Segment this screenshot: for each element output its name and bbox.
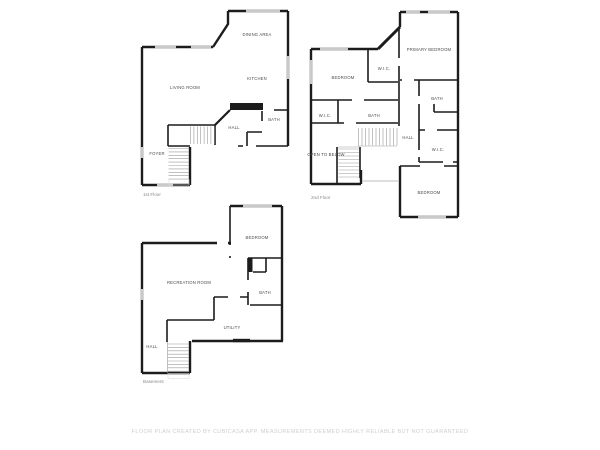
room-label-utility: UTILITY <box>223 324 241 330</box>
basement-windows <box>142 206 272 300</box>
kitchen-counter-wall <box>230 103 263 110</box>
room-label-living-room: LIVING ROOM <box>170 84 200 90</box>
room-label-hall-bsmt: HALL <box>146 343 158 349</box>
second-floor-stairs <box>338 128 397 177</box>
room-label-foyer: FOYER <box>149 150 165 156</box>
basement-utility-door-wall <box>233 339 250 342</box>
room-label-dining-area: DINING AREA <box>242 31 272 37</box>
disclaimer-text: FLOOR PLAN CREATED BY CUBICASA APP. MEASUREMENTS DEEMED HIGHLY RELIABLE BUT NOT GUARANTEED <box>131 429 469 435</box>
room-label-hall-1f: HALL <box>228 124 240 130</box>
floor-caption-1st-floor: 1st Floor <box>143 192 161 197</box>
room-label-wic-right: W.I.C. <box>431 146 445 152</box>
room-label-hall-2f: HALL <box>402 134 414 140</box>
room-label-primary-bedroom: PRIMARY BEDROOM <box>406 46 452 52</box>
room-label-wic-left: W.I.C. <box>318 112 332 118</box>
room-label-bath-right-2f: BATH <box>431 95 443 101</box>
room-label-kitchen: KITCHEN <box>247 75 267 81</box>
second-floor-plan <box>311 12 458 217</box>
room-label-recreation-room: RECREATION ROOM <box>166 279 212 285</box>
basement-stairs <box>168 342 190 373</box>
first-floor-stairs <box>169 127 215 180</box>
basement-bath-wall-block <box>248 258 253 272</box>
room-label-bath-bsmt: BATH <box>259 289 271 295</box>
room-label-open-to-below: OPEN TO BELOW <box>307 151 345 157</box>
floor-caption-2nd-floor: 2nd Floor <box>311 195 331 200</box>
room-label-bedroom-bottom-2f: BEDROOM <box>417 189 441 195</box>
basement-inner-walls <box>167 206 283 342</box>
second-floor-windows <box>311 12 450 217</box>
room-label-bath-1f: BATH <box>268 116 280 122</box>
basement-stairs-landing-outline <box>168 374 189 379</box>
second-floor-outer-walls <box>311 12 458 217</box>
room-label-bedroom-bsmt: BEDROOM <box>245 234 269 240</box>
floor-caption-basement: Basement <box>143 379 164 384</box>
room-label-bedroom-2f: BEDROOM <box>331 74 355 80</box>
room-label-wic-top: W.I.C. <box>377 65 391 71</box>
room-label-bath-mid-2f: BATH <box>368 112 380 118</box>
